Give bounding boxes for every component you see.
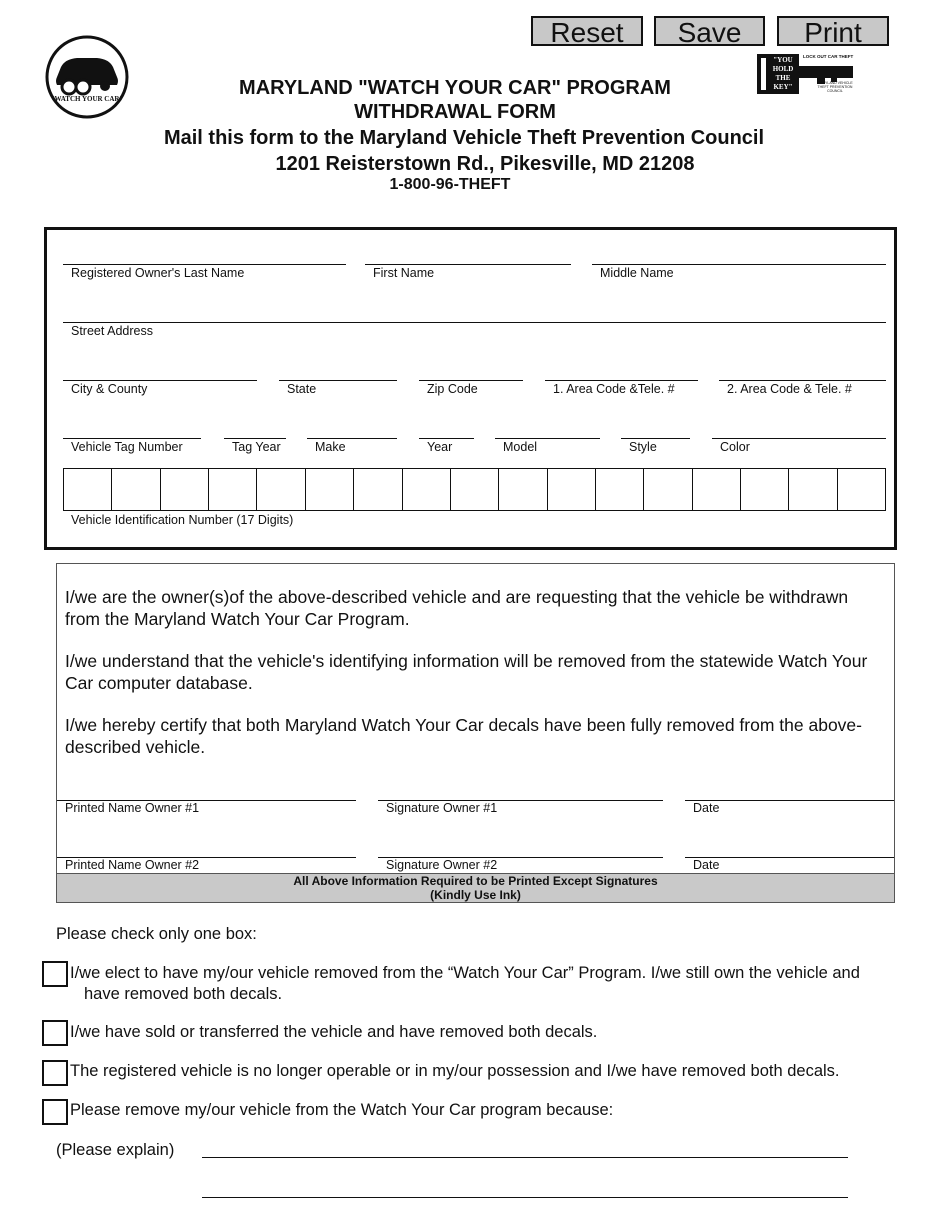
form-title: MARYLAND "WATCH YOUR CAR" PROGRAM <box>239 77 671 99</box>
vin-digit-box[interactable] <box>741 469 789 510</box>
vin-digit-box[interactable] <box>789 469 837 510</box>
option-2-text: I/we have sold or transferred the vehicle and have removed both decals. <box>70 1023 598 1041</box>
tag-year-label: Tag Year <box>232 440 281 454</box>
style-label: Style <box>629 440 657 454</box>
certification-paragraph-2: I/we understand that the vehicle's identifying information will be removed from the statewide Watch Your Car computer database. <box>65 651 868 693</box>
save-button[interactable]: Save <box>654 16 765 46</box>
option-1-checkbox[interactable] <box>42 961 68 987</box>
form-subtitle: WITHDRAWAL FORM <box>354 101 556 123</box>
state-field[interactable] <box>279 380 397 381</box>
option-1-text <box>70 963 885 1005</box>
year-label: Year <box>427 440 453 454</box>
middle-name-field[interactable] <box>592 264 886 265</box>
first-name-label: First Name <box>373 266 435 280</box>
vin-digit-box[interactable] <box>548 469 596 510</box>
print-button[interactable]: Print <box>777 16 889 46</box>
year-field[interactable] <box>419 438 474 439</box>
zip-code-field[interactable] <box>419 380 523 381</box>
logo-key-text: "YOU HOLD THE KEY" <box>772 56 794 91</box>
certification-paragraph-1: I/we are the owner(s)of the above-described vehicle and are requesting that the vehicle be withdrawn from the Maryland Watch Your Car Program. <box>65 587 849 629</box>
explain-line-1[interactable] <box>202 1157 848 1158</box>
signature-1-label: Signature Owner #1 <box>386 801 498 815</box>
city-county-label: City & County <box>71 382 148 396</box>
vin-digit-box[interactable] <box>451 469 499 510</box>
vin-label: Vehicle Identification Number (17 Digits) <box>71 513 294 527</box>
state-label: State <box>287 382 317 396</box>
zip-code-label: Zip Code <box>427 382 478 396</box>
first-name-field[interactable] <box>365 264 571 265</box>
logo-top-text: LOCK OUT CAR THEFT <box>803 54 854 59</box>
options-prompt: Please check only one box: <box>56 925 257 943</box>
middle-name-label: Middle Name <box>600 266 674 280</box>
printed-name-2-label: Printed Name Owner #2 <box>65 858 200 872</box>
notice-line-2: (Kindly Use Ink) <box>430 888 521 902</box>
vin-digit-box[interactable] <box>257 469 305 510</box>
tag-number-field[interactable] <box>63 438 201 439</box>
street-address-field[interactable] <box>63 322 886 323</box>
last-name-field[interactable] <box>63 264 346 265</box>
vin-digit-box[interactable] <box>499 469 547 510</box>
phone1-field[interactable] <box>545 380 698 381</box>
mail-instruction: Mail this form to the Maryland Vehicle Theft Prevention Council <box>163 127 765 149</box>
certification-section <box>56 563 895 903</box>
logo-bottom-text: MARYLAND VEHICLE THEFT PREVENTION COUNCIL <box>817 81 853 93</box>
color-label: Color <box>720 440 750 454</box>
option-3-checkbox[interactable] <box>42 1060 68 1086</box>
make-label: Make <box>315 440 346 454</box>
vin-digit-box[interactable] <box>596 469 644 510</box>
explain-label: (Please explain) <box>56 1141 175 1159</box>
phone2-field[interactable] <box>719 380 886 381</box>
vin-digit-box[interactable] <box>306 469 354 510</box>
phone1-label: 1. Area Code &Tele. # <box>553 382 675 396</box>
date-1-label: Date <box>693 801 720 815</box>
last-name-label: Registered Owner's Last Name <box>71 266 245 280</box>
tag-number-label: Vehicle Tag Number <box>71 440 183 454</box>
option-1-label: I/we elect to have my/our vehicle removed from the “Watch Your Car” Program. I/we still own the vehicle and have removed both decals. <box>70 964 860 1003</box>
vin-digit-box[interactable] <box>209 469 257 510</box>
explain-line-2[interactable] <box>202 1197 848 1198</box>
notice-bar <box>57 873 894 902</box>
option-4-text: Please remove my/our vehicle from the Watch Your Car program because: <box>70 1101 614 1119</box>
signature-2-label: Signature Owner #2 <box>386 858 498 872</box>
model-label: Model <box>503 440 538 454</box>
notice-line-1: All Above Information Required to be Printed Except Signatures <box>293 874 658 888</box>
printed-name-1-label: Printed Name Owner #1 <box>65 801 200 815</box>
vin-digit-box[interactable] <box>693 469 741 510</box>
certification-paragraph-3: I/we hereby certify that both Maryland Watch Your Car decals have been fully removed from the above-described vehicle. <box>65 715 862 757</box>
vin-digit-box[interactable] <box>161 469 209 510</box>
option-4-checkbox[interactable] <box>42 1099 68 1125</box>
make-field[interactable] <box>307 438 397 439</box>
date-2-label: Date <box>693 858 720 872</box>
option-3-text: The registered vehicle is no longer operable or in my/our possession and I/we have removed both decals. <box>70 1062 840 1080</box>
vin-input-grid <box>63 468 886 511</box>
vin-digit-box[interactable] <box>354 469 402 510</box>
logo-caption: "WATCH YOUR CAR" <box>50 95 124 103</box>
vin-digit-box[interactable] <box>644 469 692 510</box>
vin-digit-box[interactable] <box>403 469 451 510</box>
vin-digit-box[interactable] <box>112 469 160 510</box>
option-2-checkbox[interactable] <box>42 1020 68 1046</box>
reset-button[interactable]: Reset <box>531 16 643 46</box>
phone-number: 1-800-96-THEFT <box>389 176 511 193</box>
model-field[interactable] <box>495 438 600 439</box>
street-address-label: Street Address <box>71 324 153 338</box>
phone2-label: 2. Area Code & Tele. # <box>727 382 852 396</box>
vin-digit-box[interactable] <box>64 469 112 510</box>
tag-year-field[interactable] <box>224 438 286 439</box>
color-field[interactable] <box>712 438 886 439</box>
vin-digit-box[interactable] <box>838 469 885 510</box>
style-field[interactable] <box>621 438 690 439</box>
city-county-field[interactable] <box>63 380 257 381</box>
mailing-address: 1201 Reisterstown Rd., Pikesville, MD 21208 <box>275 153 695 175</box>
